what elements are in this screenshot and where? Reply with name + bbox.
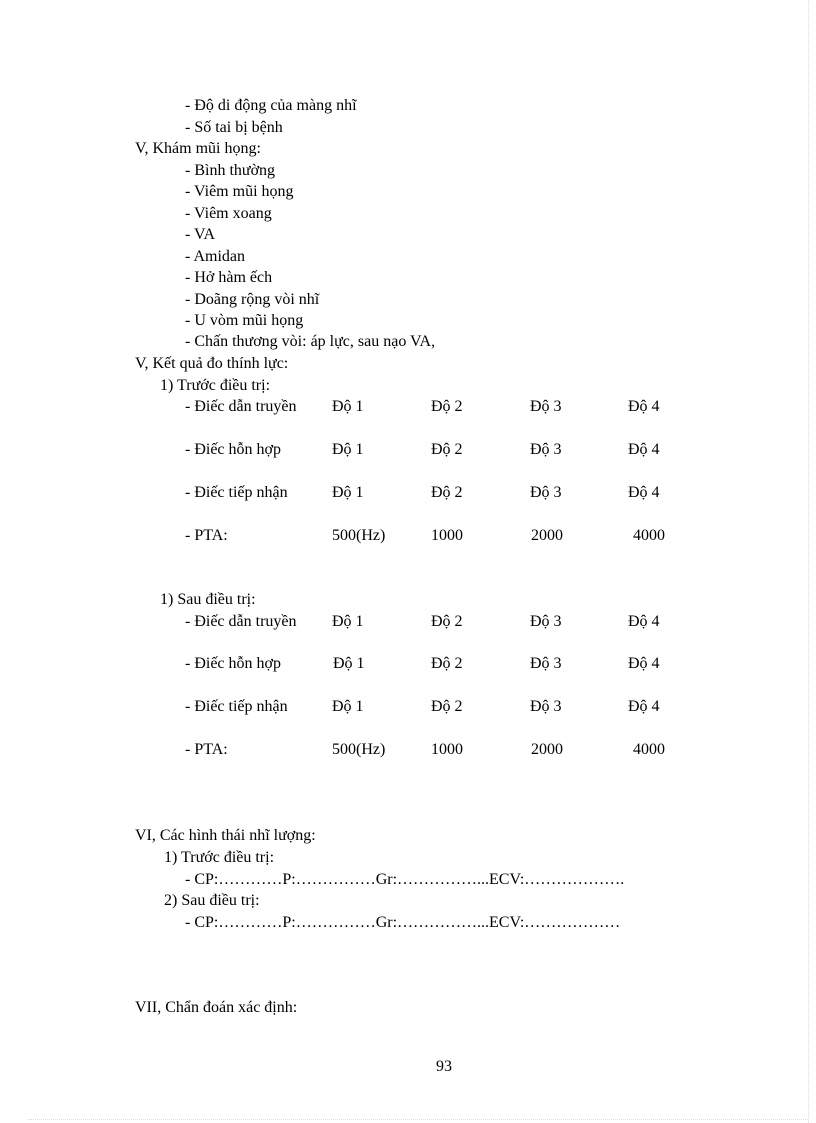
- row-cell: Độ 3: [530, 441, 562, 458]
- ear-item-mobility: - Độ di động của màng nhĩ: [185, 97, 357, 114]
- row-cell: 2000: [531, 741, 563, 758]
- row-cell: Độ 1: [332, 398, 364, 415]
- tympanometry-after-label: 2) Sau điều trị:: [164, 892, 260, 909]
- row-cell: Độ 1: [332, 484, 364, 501]
- nose-item: - Doãng rộng vòi nhĩ: [185, 291, 320, 308]
- page-number: 93: [436, 1058, 452, 1075]
- nose-item: - Viêm mũi họng: [185, 183, 294, 200]
- nose-item: - U vòm mũi họng: [185, 312, 304, 329]
- hearing-heading: V, Kết quả đo thính lực:: [135, 355, 289, 372]
- row-cell: 4000: [633, 527, 665, 544]
- nose-item: - Hở hàm ếch: [185, 269, 273, 286]
- row-cell: Độ 4: [628, 655, 660, 672]
- row-cell: 2000: [531, 527, 563, 544]
- row-cell: 500(Hz): [332, 741, 386, 758]
- row-cell: Độ 4: [628, 698, 660, 715]
- row-cell: Độ 2: [431, 698, 463, 715]
- row-cell: Độ 4: [628, 441, 660, 458]
- tympanometry-heading: VI, Các hình thái nhĩ lượng:: [135, 827, 316, 844]
- row-cell: Độ 4: [628, 398, 660, 415]
- hearing-after-label: 1) Sau điều trị:: [160, 591, 256, 608]
- row-cell: Độ 1: [333, 655, 365, 672]
- page-edge-right: [808, 0, 809, 1123]
- nose-throat-heading: V, Khám mũi họng:: [135, 140, 261, 157]
- row-cell: 1000: [431, 527, 463, 544]
- row-cell: Độ 2: [431, 398, 463, 415]
- row-label: - Điếc hỗn hợp: [185, 655, 281, 672]
- row-cell: Độ 4: [628, 613, 660, 630]
- row-cell: Độ 1: [332, 613, 364, 630]
- row-cell: 1000: [431, 741, 463, 758]
- row-cell: Độ 1: [332, 441, 364, 458]
- row-label: - Điếc hỗn hợp: [185, 441, 281, 458]
- row-cell: Độ 1: [332, 698, 364, 715]
- tympanometry-before-line: - CP:…………P:……………Gr:……………...ECV:……………….: [185, 871, 625, 888]
- nose-item: - Chấn thương vòi: áp lực, sau nạo VA,: [185, 333, 436, 350]
- tympanometry-after-line: - CP:…………P:……………Gr:……………...ECV:………………: [185, 914, 621, 931]
- row-cell: Độ 4: [628, 484, 660, 501]
- row-cell: Độ 3: [530, 613, 562, 630]
- row-cell: Độ 3: [530, 698, 562, 715]
- hearing-before-label: 1) Trước điều trị:: [160, 377, 271, 394]
- row-cell: 4000: [633, 741, 665, 758]
- row-cell: Độ 3: [530, 484, 562, 501]
- ear-item-affected-ears: - Số tai bị bệnh: [185, 119, 283, 136]
- row-label: - PTA:: [185, 741, 228, 758]
- row-label: - Điếc tiếp nhận: [185, 698, 288, 715]
- diagnosis-heading: VII, Chẩn đoán xác định:: [135, 999, 298, 1016]
- tympanometry-before-label: 1) Trước điều trị:: [164, 849, 275, 866]
- page-edge-bottom: [28, 1119, 808, 1120]
- row-label: - PTA:: [185, 527, 228, 544]
- row-label: - Điếc dẫn truyền: [185, 613, 297, 630]
- row-cell: 500(Hz): [332, 527, 386, 544]
- nose-item: - VA: [185, 226, 216, 243]
- row-cell: Độ 2: [431, 613, 463, 630]
- row-label: - Điếc dẫn truyền: [185, 398, 297, 415]
- row-label: - Điếc tiếp nhận: [185, 484, 288, 501]
- row-cell: Độ 2: [431, 441, 463, 458]
- nose-item: - Bình thường: [185, 162, 276, 179]
- row-cell: Độ 2: [431, 484, 463, 501]
- row-cell: Độ 3: [530, 398, 562, 415]
- nose-item: - Viêm xoang: [185, 205, 272, 222]
- nose-item: - Amidan: [185, 248, 245, 265]
- row-cell: Độ 2: [431, 655, 463, 672]
- row-cell: Độ 3: [530, 655, 562, 672]
